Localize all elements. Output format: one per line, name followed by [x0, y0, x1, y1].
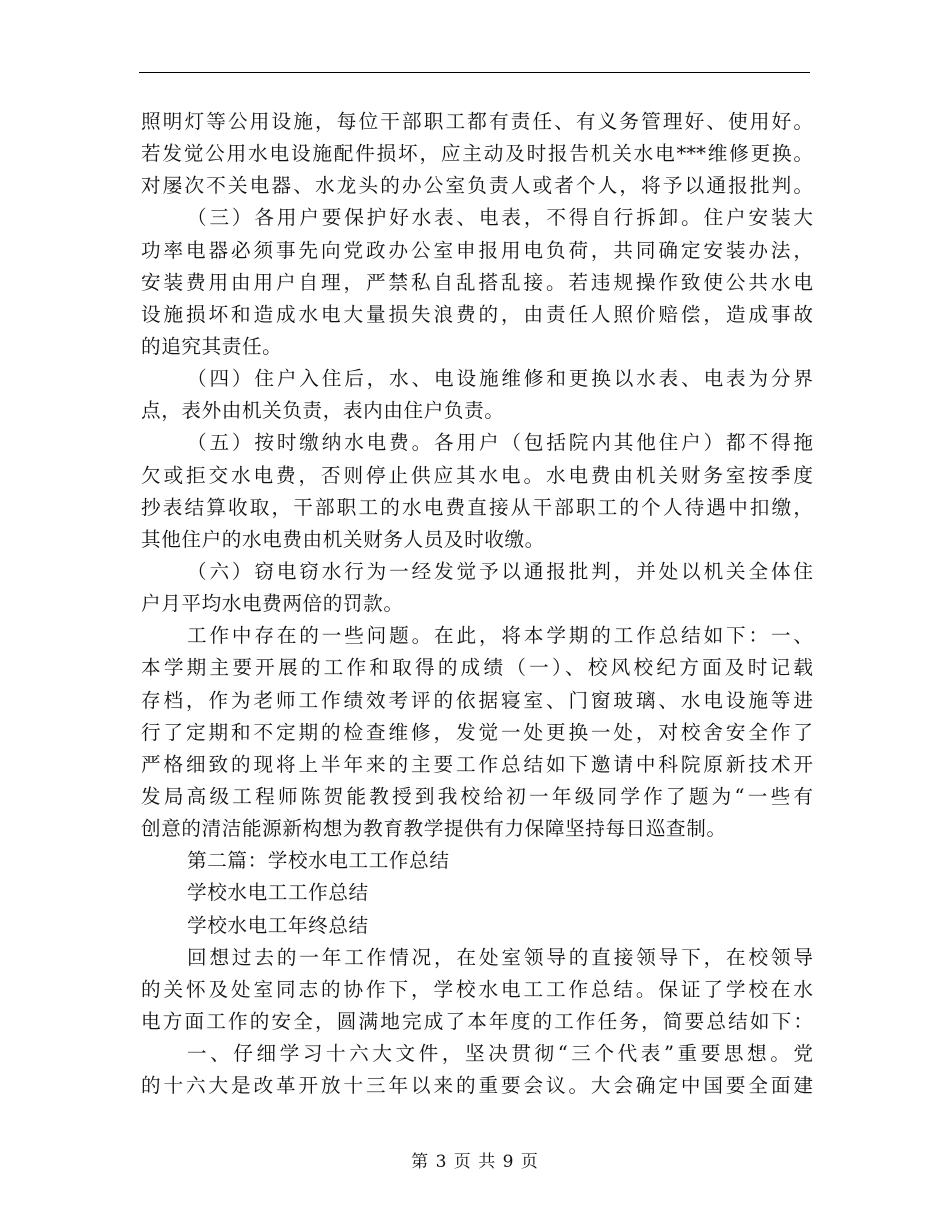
text-line: 安装费用由用户自理，严禁私自乱搭乱接。若违规操作致使公共水电 [141, 270, 813, 294]
text-line: 本学期主要开展的工作和取得的成绩（一）、校风校纪方面及时记载 [141, 656, 813, 680]
text-line: 工作中存在的一些问题。在此，将本学期的工作总结如下：一、 [187, 624, 813, 648]
section-heading: 学校水电工年终总结 [187, 913, 369, 937]
section-heading: 学校水电工工作总结 [187, 881, 369, 905]
text-line: 若发觉公用水电设施配件损坏，应主动及时报告机关水电***维修更换。 [141, 142, 813, 166]
text-line: 其他住户的水电费由机关财务人员及时收缴。 [141, 527, 545, 551]
text-line: （六）窃电窃水行为一经发觉予以通报批判，并处以机关全体住 [187, 559, 813, 583]
text-line: （三）各用户要保护好水表、电表，不得自行拆卸。住户安装大 [187, 206, 813, 230]
text-line: 一、仔细学习十六大文件，坚决贯彻“三个代表”重要思想。党 [187, 1042, 813, 1066]
text-line: 的十六大是改革开放十三年以来的重要会议。大会确定中国要全面建 [141, 1074, 813, 1098]
text-line: 回想过去的一年工作情况，在处室领导的直接领导下，在校领导 [187, 945, 813, 969]
text-line: 对屡次不关电器、水龙头的办公室负责人或者个人，将予以通报批判。 [141, 174, 813, 198]
text-line: 功率电器必须事先向党政办公室申报用电负荷，共同确定安装办法， [141, 238, 813, 262]
text-line: （四）住户入住后，水、电设施维修和更换以水表、电表为分界 [187, 367, 813, 391]
text-line: 电方面工作的安全，圆满地完成了本年度的工作任务，简要总结如下： [141, 1009, 813, 1033]
section-heading: 第二篇：学校水电工工作总结 [187, 849, 450, 873]
text-line: 的追究其责任。 [141, 334, 283, 358]
text-line: 发局高级工程师陈贺能教授到我校给初一年级同学作了题为“一些有 [141, 784, 813, 808]
text-line: 欠或拒交水电费，否则停止供应其水电。水电费由机关财务室按季度 [141, 463, 813, 487]
text-line: 存档，作为老师工作绩效考评的依据寝室、门窗玻璃、水电设施等进 [141, 688, 813, 712]
text-line: 抄表结算收取，干部职工的水电费直接从干部职工的个人待遇中扣缴， [141, 495, 813, 519]
header-rule [139, 72, 810, 73]
text-line: 设施损坏和造成水电大量损失浪费的，由责任人照价赔偿，造成事故 [141, 302, 813, 326]
page-footer: 第 3 页 共 9 页 [411, 1152, 539, 1172]
text-line: 的关怀及处室同志的协作下，学校水电工工作总结。保证了学校在水 [141, 977, 813, 1001]
text-line: 创意的清洁能源新构想为教育教学提供有力保障坚持每日巡查制。 [141, 817, 727, 841]
document-body [141, 106, 813, 1102]
text-line: 户月平均水电费两倍的罚款。 [141, 592, 404, 616]
text-line: 照明灯等公用设施，每位干部职工都有责任、有义务管理好、使用好。 [141, 110, 813, 133]
text-line: 行了定期和不定期的检查维修，发觉一处更换一处，对校舍安全作了 [141, 720, 813, 744]
text-line: 点，表外由机关负责，表内由住户负责。 [141, 399, 505, 423]
text-line: 严格细致的现将上半年来的主要工作总结如下邀请中科院原新技术开 [141, 752, 813, 776]
text-line: （五）按时缴纳水电费。各用户（包括院内其他住户）都不得拖 [187, 431, 813, 455]
